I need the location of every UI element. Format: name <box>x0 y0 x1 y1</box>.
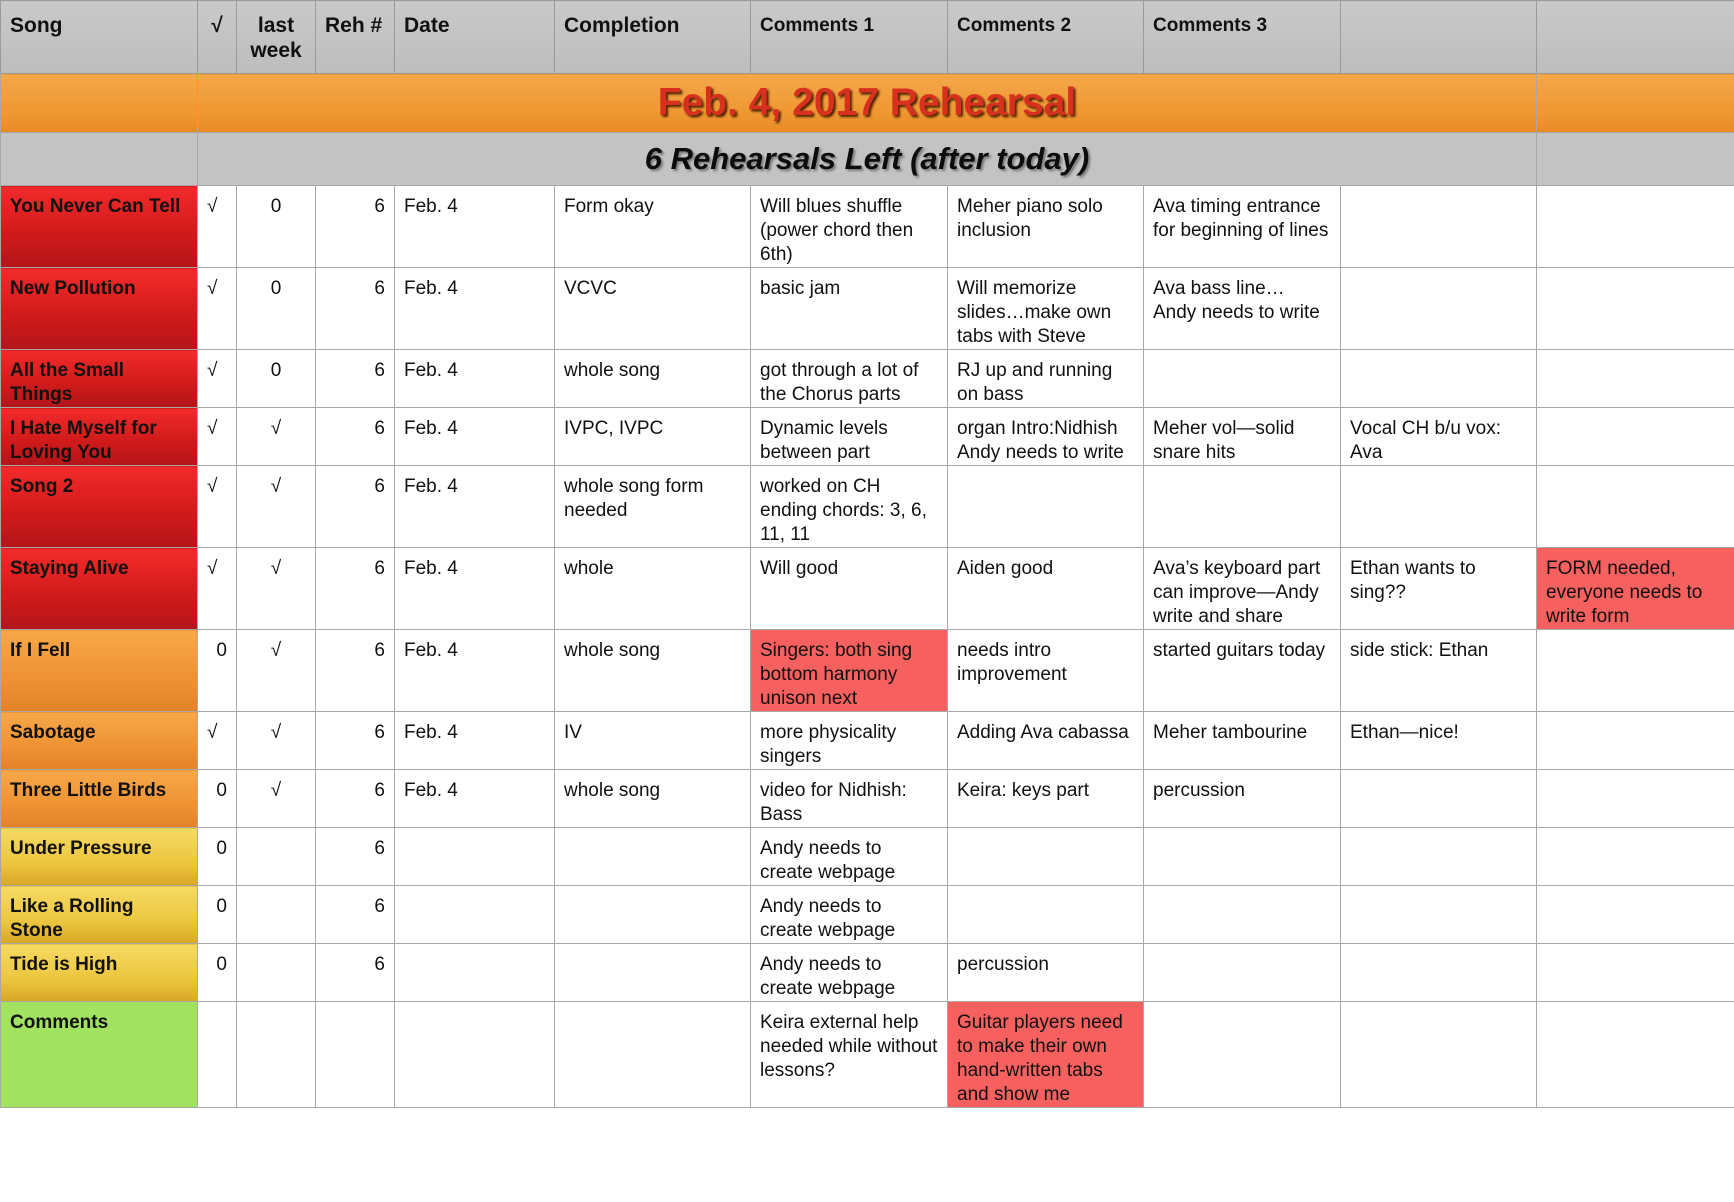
extra-2-cell[interactable] <box>1537 944 1734 1002</box>
last-week-cell[interactable] <box>237 886 316 944</box>
extra-1-cell[interactable] <box>1341 466 1537 548</box>
completion-cell[interactable] <box>555 886 751 944</box>
extra-1-cell[interactable]: Vocal CH b/u vox: Ava <box>1341 408 1537 466</box>
last-week-cell[interactable]: √ <box>237 770 316 828</box>
check-cell[interactable]: √ <box>198 186 237 268</box>
comments-1-cell[interactable]: video for Nidhish: Bass <box>751 770 948 828</box>
comments-3-cell[interactable] <box>1144 1002 1341 1108</box>
comments-2-cell[interactable]: Aiden good <box>948 548 1144 630</box>
table-row <box>1 828 1734 886</box>
last-week-cell[interactable] <box>237 1002 316 1108</box>
comments-1-cell[interactable]: Will good <box>751 548 948 630</box>
comments-1-cell[interactable]: Keira external help needed while without lessons? <box>751 1002 948 1108</box>
extra-2-cell[interactable] <box>1537 630 1734 712</box>
comments-3-cell[interactable]: Ava bass line… Andy needs to write <box>1144 268 1341 350</box>
extra-2-cell[interactable] <box>1537 408 1734 466</box>
last-week-cell[interactable]: 0 <box>237 350 316 408</box>
song-cell[interactable]: Under Pressure <box>1 828 198 886</box>
comments-3-cell[interactable] <box>1144 828 1341 886</box>
extra-1-cell[interactable]: side stick: Ethan <box>1341 630 1537 712</box>
song-cell[interactable]: You Never Can Tell <box>1 186 198 268</box>
reh-num-cell[interactable]: 6 <box>316 548 395 630</box>
comments-2-cell[interactable]: Meher piano solo inclusion <box>948 186 1144 268</box>
last-week-cell[interactable] <box>237 944 316 1002</box>
extra-1-cell[interactable] <box>1341 1002 1537 1108</box>
comments-1-cell[interactable]: Andy needs to create webpage <box>751 886 948 944</box>
last-week-cell[interactable]: √ <box>237 548 316 630</box>
completion-cell[interactable]: whole song <box>555 770 751 828</box>
header-song[interactable]: Song <box>1 1 198 74</box>
comments-1-cell[interactable]: more physicality singers <box>751 712 948 770</box>
header-comments-2[interactable]: Comments 2 <box>948 1 1144 74</box>
last-week-cell[interactable]: √ <box>237 712 316 770</box>
comments-2-cell[interactable]: Keira: keys part <box>948 770 1144 828</box>
comments-3-cell[interactable]: Meher tambourine <box>1144 712 1341 770</box>
header-row <box>1 1 1734 74</box>
song-cell[interactable]: Tide is High <box>1 944 198 1002</box>
table-row <box>1 350 1734 408</box>
check-cell[interactable] <box>198 1002 237 1108</box>
date-cell[interactable]: Feb. 4 <box>395 466 555 548</box>
extra-1-cell[interactable] <box>1341 268 1537 350</box>
reh-num-cell[interactable]: 6 <box>316 712 395 770</box>
completion-cell[interactable] <box>555 1002 751 1108</box>
check-cell[interactable]: √ <box>198 268 237 350</box>
comments-1-cell[interactable]: got through a lot of the Chorus parts <box>751 350 948 408</box>
comments-3-cell[interactable]: percussion <box>1144 770 1341 828</box>
comments-2-cell[interactable]: percussion <box>948 944 1144 1002</box>
reh-num-cell[interactable]: 6 <box>316 350 395 408</box>
check-cell[interactable]: 0 <box>198 944 237 1002</box>
date-cell[interactable]: Feb. 4 <box>395 186 555 268</box>
completion-cell[interactable]: whole song <box>555 350 751 408</box>
comments-2-cell[interactable]: RJ up and running on bass <box>948 350 1144 408</box>
subtitle-row <box>1 133 1734 186</box>
reh-num-cell[interactable]: 6 <box>316 630 395 712</box>
extra-2-cell[interactable] <box>1537 268 1734 350</box>
table-row <box>1 466 1734 548</box>
header-check[interactable]: √ <box>198 1 237 74</box>
table-row <box>1 268 1734 350</box>
subtitle-right-cell[interactable] <box>1537 133 1734 186</box>
comments-2-cell[interactable] <box>948 886 1144 944</box>
extra-2-cell[interactable] <box>1537 886 1734 944</box>
table-row <box>1 186 1734 268</box>
check-cell[interactable]: √ <box>198 548 237 630</box>
date-cell[interactable]: Feb. 4 <box>395 548 555 630</box>
check-cell[interactable]: 0 <box>198 630 237 712</box>
reh-num-cell[interactable]: 6 <box>316 886 395 944</box>
header-extra-2[interactable] <box>1537 1 1734 74</box>
reh-num-cell[interactable]: 6 <box>316 408 395 466</box>
reh-num-cell[interactable]: 6 <box>316 828 395 886</box>
table-row <box>1 886 1734 944</box>
header-reh-num[interactable]: Reh # <box>316 1 395 74</box>
check-cell[interactable]: 0 <box>198 770 237 828</box>
comments-2-cell[interactable] <box>948 828 1144 886</box>
extra-2-cell-highlighted[interactable]: FORM needed, everyone needs to write form <box>1537 548 1734 630</box>
date-cell[interactable] <box>395 886 555 944</box>
song-cell[interactable]: All the Small Things <box>1 350 198 408</box>
completion-cell[interactable]: whole song form needed <box>555 466 751 548</box>
comments-1-cell[interactable]: basic jam <box>751 268 948 350</box>
check-cell[interactable]: 0 <box>198 886 237 944</box>
title-left-cell[interactable] <box>1 74 198 133</box>
song-cell[interactable]: Staying Alive <box>1 548 198 630</box>
extra-2-cell[interactable] <box>1537 1002 1734 1108</box>
extra-2-cell[interactable] <box>1537 186 1734 268</box>
reh-num-cell[interactable]: 6 <box>316 186 395 268</box>
comments-3-cell[interactable] <box>1144 466 1341 548</box>
comments-3-cell[interactable] <box>1144 350 1341 408</box>
check-cell[interactable]: √ <box>198 408 237 466</box>
completion-cell[interactable]: IVPC, IVPC <box>555 408 751 466</box>
table-row <box>1 1002 1734 1108</box>
comments-3-cell[interactable]: started guitars today <box>1144 630 1341 712</box>
reh-num-cell[interactable]: 6 <box>316 770 395 828</box>
reh-num-cell[interactable] <box>316 1002 395 1108</box>
completion-cell[interactable]: IV <box>555 712 751 770</box>
comments-3-cell[interactable]: Ava’s keyboard part can improve—Andy write and share <box>1144 548 1341 630</box>
date-cell[interactable]: Feb. 4 <box>395 630 555 712</box>
song-cell[interactable]: Like a Rolling Stone <box>1 886 198 944</box>
extra-1-cell[interactable] <box>1341 886 1537 944</box>
extra-2-cell[interactable] <box>1537 770 1734 828</box>
reh-num-cell[interactable]: 6 <box>316 268 395 350</box>
completion-cell[interactable]: whole song <box>555 630 751 712</box>
date-cell[interactable] <box>395 828 555 886</box>
completion-cell[interactable] <box>555 944 751 1002</box>
comments-1-cell[interactable]: Andy needs to create webpage <box>751 944 948 1002</box>
last-week-cell[interactable]: √ <box>237 630 316 712</box>
header-comments-3[interactable]: Comments 3 <box>1144 1 1341 74</box>
header-extra-1[interactable] <box>1341 1 1537 74</box>
extra-2-cell[interactable] <box>1537 466 1734 548</box>
comments-1-cell[interactable]: Will blues shuffle (power chord then 6th) <box>751 186 948 268</box>
completion-cell[interactable]: whole <box>555 548 751 630</box>
table-row <box>1 548 1734 630</box>
comments-2-cell[interactable]: organ Intro:Nidhish Andy needs to write <box>948 408 1144 466</box>
header-comments-1[interactable]: Comments 1 <box>751 1 948 74</box>
extra-1-cell[interactable] <box>1341 186 1537 268</box>
subtitle-left-cell[interactable] <box>1 133 198 186</box>
last-week-cell[interactable]: 0 <box>237 186 316 268</box>
extra-1-cell[interactable] <box>1341 828 1537 886</box>
date-cell[interactable]: Feb. 4 <box>395 268 555 350</box>
rehearsal-title[interactable]: Feb. 4, 2017 Rehearsal <box>198 74 1537 133</box>
check-cell[interactable]: 0 <box>198 828 237 886</box>
table-row <box>1 770 1734 828</box>
comments-3-cell[interactable]: Ava timing entrance for beginning of lines <box>1144 186 1341 268</box>
extra-2-cell[interactable] <box>1537 350 1734 408</box>
completion-cell[interactable]: VCVC <box>555 268 751 350</box>
last-week-cell[interactable]: √ <box>237 408 316 466</box>
extra-1-cell[interactable]: Ethan wants to sing?? <box>1341 548 1537 630</box>
check-cell[interactable]: √ <box>198 350 237 408</box>
song-cell[interactable]: Sabotage <box>1 712 198 770</box>
header-last-week[interactable]: last week <box>237 1 316 74</box>
last-week-cell[interactable]: 0 <box>237 268 316 350</box>
comments-1-cell-highlighted[interactable]: Singers: both sing bottom harmony unison next <box>751 630 948 712</box>
date-cell[interactable]: Feb. 4 <box>395 712 555 770</box>
date-cell[interactable]: Feb. 4 <box>395 770 555 828</box>
extra-2-cell[interactable] <box>1537 828 1734 886</box>
date-cell[interactable]: Feb. 4 <box>395 408 555 466</box>
extra-1-cell[interactable]: Ethan—nice! <box>1341 712 1537 770</box>
comments-3-cell[interactable] <box>1144 944 1341 1002</box>
completion-cell[interactable] <box>555 828 751 886</box>
comments-2-cell[interactable]: Will memorize slides…make own tabs with Steve <box>948 268 1144 350</box>
extra-1-cell[interactable] <box>1341 350 1537 408</box>
table-row <box>1 944 1734 1002</box>
comments-1-cell[interactable]: Dynamic levels between part <box>751 408 948 466</box>
extra-1-cell[interactable] <box>1341 770 1537 828</box>
completion-cell[interactable]: Form okay <box>555 186 751 268</box>
date-cell[interactable] <box>395 944 555 1002</box>
comments-2-cell[interactable]: Adding Ava cabassa <box>948 712 1144 770</box>
header-completion[interactable]: Completion <box>555 1 751 74</box>
song-cell[interactable]: Comments <box>1 1002 198 1108</box>
rehearsals-left-subtitle[interactable]: 6 Rehearsals Left (after today) <box>198 133 1537 186</box>
last-week-cell[interactable]: √ <box>237 466 316 548</box>
comments-3-cell[interactable] <box>1144 886 1341 944</box>
table-row <box>1 712 1734 770</box>
comments-1-cell[interactable]: Andy needs to create webpage <box>751 828 948 886</box>
title-row <box>1 74 1734 133</box>
comments-2-cell-highlighted[interactable]: Guitar players need to make their own hand-written tabs and show me <box>948 1002 1144 1108</box>
song-cell[interactable]: Three Little Birds <box>1 770 198 828</box>
table-row <box>1 630 1734 712</box>
song-cell[interactable]: I Hate Myself for Loving You <box>1 408 198 466</box>
reh-num-cell[interactable]: 6 <box>316 944 395 1002</box>
check-cell[interactable]: √ <box>198 466 237 548</box>
title-right-cell[interactable] <box>1537 74 1734 133</box>
song-cell[interactable]: Song 2 <box>1 466 198 548</box>
comments-3-cell[interactable]: Meher vol—solid snare hits <box>1144 408 1341 466</box>
extra-1-cell[interactable] <box>1341 944 1537 1002</box>
extra-2-cell[interactable] <box>1537 712 1734 770</box>
date-cell[interactable]: Feb. 4 <box>395 350 555 408</box>
date-cell[interactable] <box>395 1002 555 1108</box>
table-row <box>1 408 1734 466</box>
song-cell[interactable]: If I Fell <box>1 630 198 712</box>
comments-1-cell[interactable]: worked on CH ending chords: 3, 6, 11, 11 <box>751 466 948 548</box>
last-week-cell[interactable] <box>237 828 316 886</box>
song-cell[interactable]: New Pollution <box>1 268 198 350</box>
check-cell[interactable]: √ <box>198 712 237 770</box>
comments-2-cell[interactable]: needs intro improvement <box>948 630 1144 712</box>
reh-num-cell[interactable]: 6 <box>316 466 395 548</box>
comments-2-cell[interactable] <box>948 466 1144 548</box>
header-date[interactable]: Date <box>395 1 555 74</box>
